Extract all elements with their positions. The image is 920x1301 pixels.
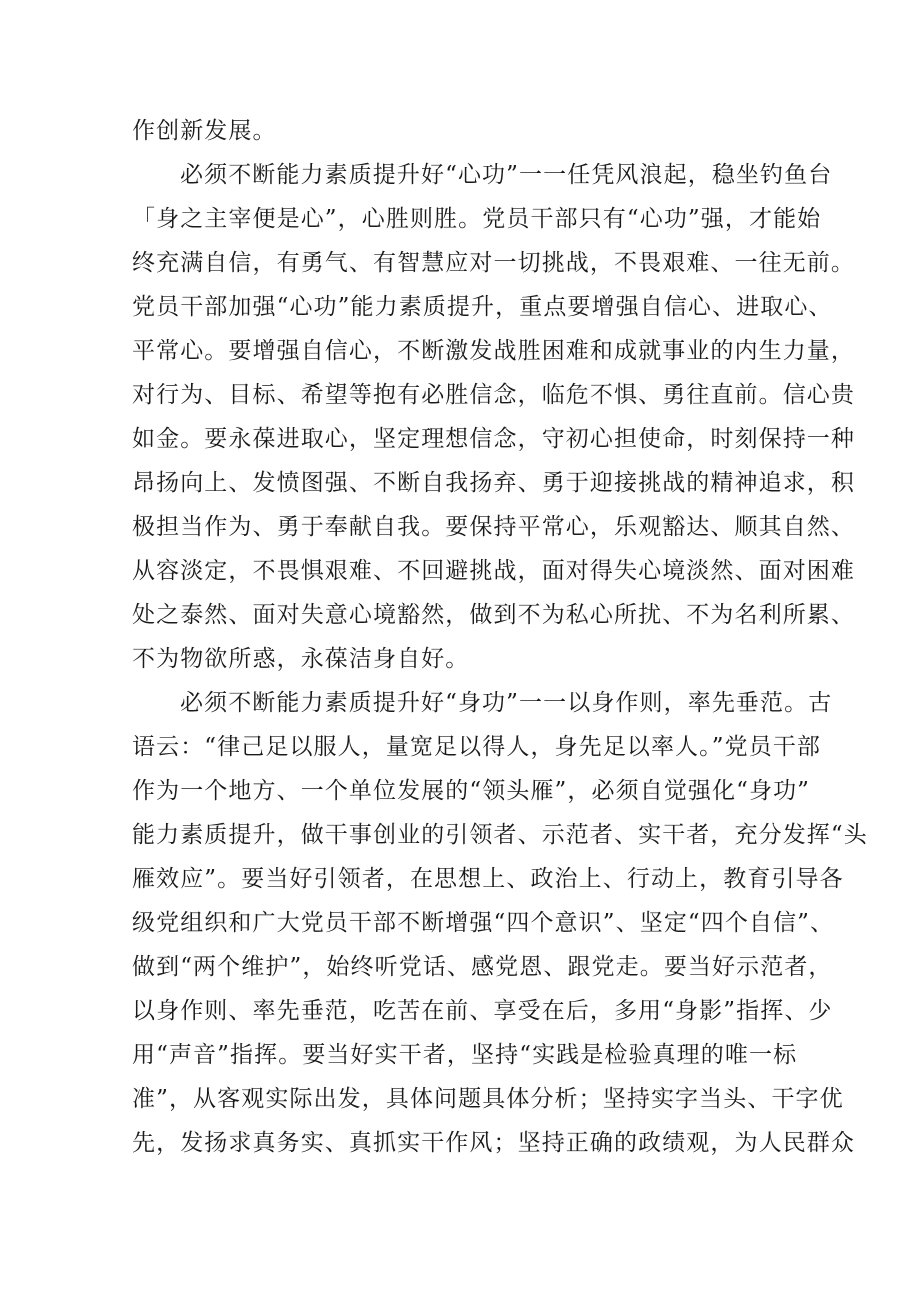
text-line: 「身之主宰便是心”，心胜则胜。党员干部只有“心功”强，才能始: [132, 206, 822, 232]
text-line: 平常心。要增强自信心，不断激发战胜困难和成就事业的内生力量，: [132, 338, 855, 364]
text-line: 作创新发展。: [132, 118, 277, 144]
text-line: 用“声音”指挥。要当好实干者，坚持“实践是检验真理的唯一标: [132, 1042, 798, 1068]
text-line: 终充满自信，有勇气、有智慧应对一切挑战，不畏艰难、一往无前。: [132, 250, 855, 276]
text-line: 如金。要永葆进取心，坚定理想信念，守初心担使命，时刻保持一种: [132, 426, 855, 452]
text-line: 不为物欲所惑，永葆洁身自好。: [132, 646, 470, 672]
text-line: 级党组织和广大党员干部不断增强“四个意识”、坚定“四个自信”、: [132, 910, 835, 936]
paragraph-first-line: 必须不断能力素质提升好“心功”一一任凭风浪起，稳坐钓鱼台: [180, 162, 833, 188]
text-line: 对行为、目标、希望等抱有必胜信念，临危不惧、勇往直前。信心贵: [132, 382, 855, 408]
text-line: 从容淡定，不畏惧艰难、不回避挑战，面对得失心境淡然、面对困难: [132, 558, 855, 584]
text-line: 党员干部加强“心功”能力素质提升，重点要增强自信心、进取心、: [132, 294, 833, 320]
text-line: 以身作则、率先垂范，吃苦在前、享受在后，多用“身影”指挥、少: [132, 998, 833, 1024]
text-line: 做到“两个维护”，始终听党话、感党恩、跟党走。要当好示范者，: [132, 954, 833, 980]
text-line: 处之泰然、面对失意心境豁然，做到不为私心所扰、不为名利所累、: [132, 602, 855, 628]
text-line: 先，发扬求真务实、真抓实干作风；坚持正确的政绩观，为人民群众: [132, 1130, 855, 1156]
paragraph-first-line: 必须不断能力素质提升好“身功”一一以身作则，率先垂范。古: [180, 690, 833, 716]
text-line: 作为一个地方、一个单位发展的“领头雁”，必须自觉强化“身功”: [132, 778, 811, 804]
text-line: 语云：“律己足以服人，量宽足以得人，身先足以率人。”党员干部: [132, 734, 822, 760]
text-line: 能力素质提升，做干事创业的引领者、示范者、实干者，充分发挥“头: [132, 822, 868, 848]
text-line: 雁效应”。要当好引领者，在思想上、政治上、行动上，教育引导各: [132, 866, 844, 892]
text-line: 准”，从客观实际出发，具体问题具体分析；坚持实字当头、干字优: [132, 1086, 844, 1112]
text-line: 昂扬向上、发愤图强、不断自我扬弃、勇于迎接挑战的精神追求，积: [132, 470, 855, 496]
text-line: 极担当作为、勇于奉献自我。要保持平常心，乐观豁达、顺其自然、: [132, 514, 855, 540]
